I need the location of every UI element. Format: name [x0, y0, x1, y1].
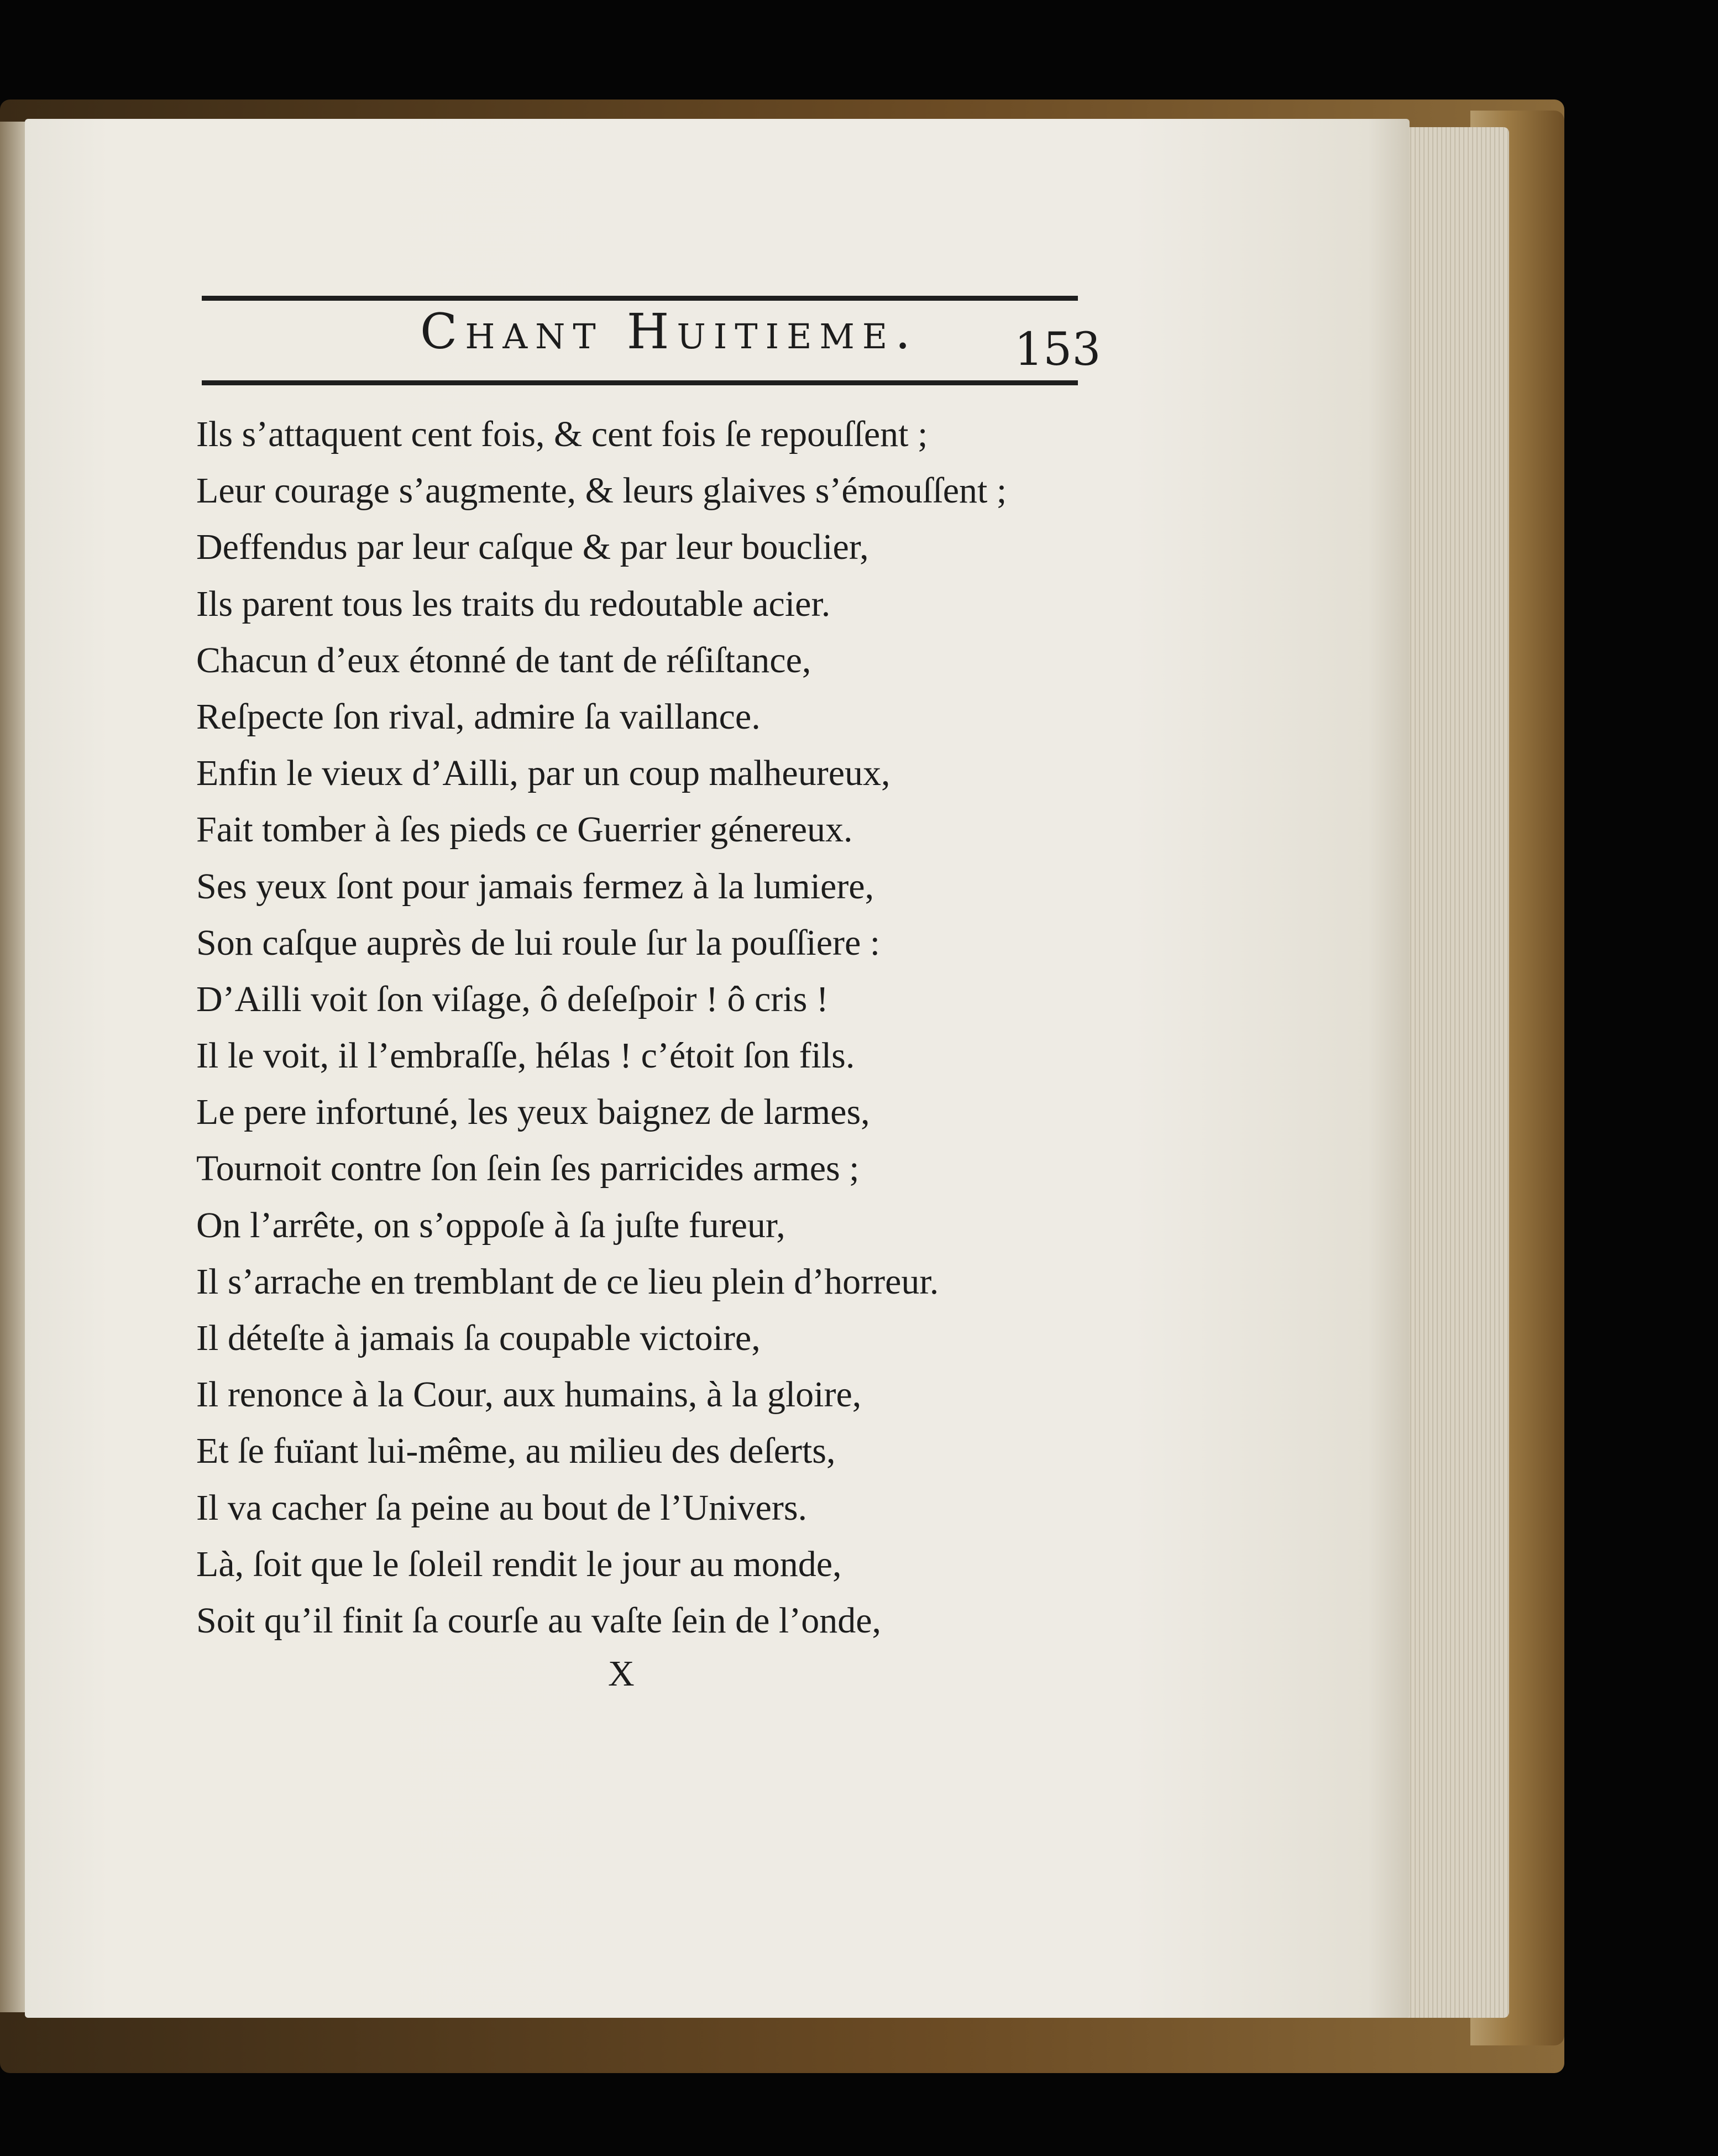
verse-line: Il va cacher ſa peine au bout de l’Univers.	[196, 1487, 808, 1528]
verse-line: Leur courage s’augmente, & leurs glaives s’émouſſent ;	[196, 470, 1007, 511]
header-rule-bottom	[202, 380, 1078, 385]
verse-line: Tournoit contre ſon ſein ſes parricides armes ;	[196, 1148, 860, 1189]
verse-line: Chacun d’eux étonné de tant de réſiſtance,	[196, 640, 811, 681]
verse-line: Le pere infortuné, les yeux baignez de larmes,	[196, 1092, 870, 1133]
verse-line: Ils s’attaquent cent fois, & cent fois ſe repouſſent ;	[196, 414, 928, 454]
verse-line: Reſpecte ſon rival, admire ſa vaillance.	[196, 696, 761, 737]
verse-line: Il renonce à la Cour, aux humains, à la gloire,	[196, 1374, 862, 1415]
verse-line: Et ſe fuïant lui-même, au milieu des deſerts,	[196, 1431, 836, 1472]
page-edges	[1399, 127, 1509, 2018]
verse-line: Il déteſte à jamais ſa coupable victoire,	[196, 1318, 761, 1358]
signature-mark: X	[608, 1653, 635, 1694]
verse-line: Ils parent tous les traits du redoutable acier.	[196, 583, 831, 624]
verse-block	[196, 406, 1007, 1649]
verse-line: Fait tomber à ſes pieds ce Guerrier génereux.	[196, 809, 853, 850]
verse-line: Ses yeux ſont pour jamais fermez à la lumiere,	[196, 866, 874, 907]
verse-line: Enfin le vieux d’Ailli, par un coup malheureux,	[196, 753, 891, 794]
header-rule-top	[202, 296, 1078, 301]
verse-line: D’Ailli voit ſon viſage, ô deſeſpoir ! ô cris !	[196, 978, 829, 1019]
verse-line: Il le voit, il l’embraſſe, hélas ! c’étoit ſon fils.	[196, 1035, 855, 1076]
verse-line: Il s’arrache en tremblant de ce lieu plein d’horreur.	[196, 1261, 939, 1302]
verse-line: Là, ſoit que le ſoleil rendit le jour au monde,	[196, 1543, 842, 1584]
verse-line: Soit qu’il finit ſa courſe au vaſte ſein de l’onde,	[196, 1600, 881, 1641]
verse-line: On l’arrête, on s’oppoſe à ſa juſte fureur,	[196, 1205, 785, 1246]
verse-line: Deffendus par leur caſque & par leur bouclier,	[196, 527, 869, 568]
verse-line: Son caſque auprès de lui roule ſur la pouſſiere :	[196, 922, 881, 963]
running-head: Chant Huitieme.	[420, 303, 919, 360]
left-page-edge	[0, 122, 28, 2012]
page-number: 153	[1014, 323, 1101, 376]
